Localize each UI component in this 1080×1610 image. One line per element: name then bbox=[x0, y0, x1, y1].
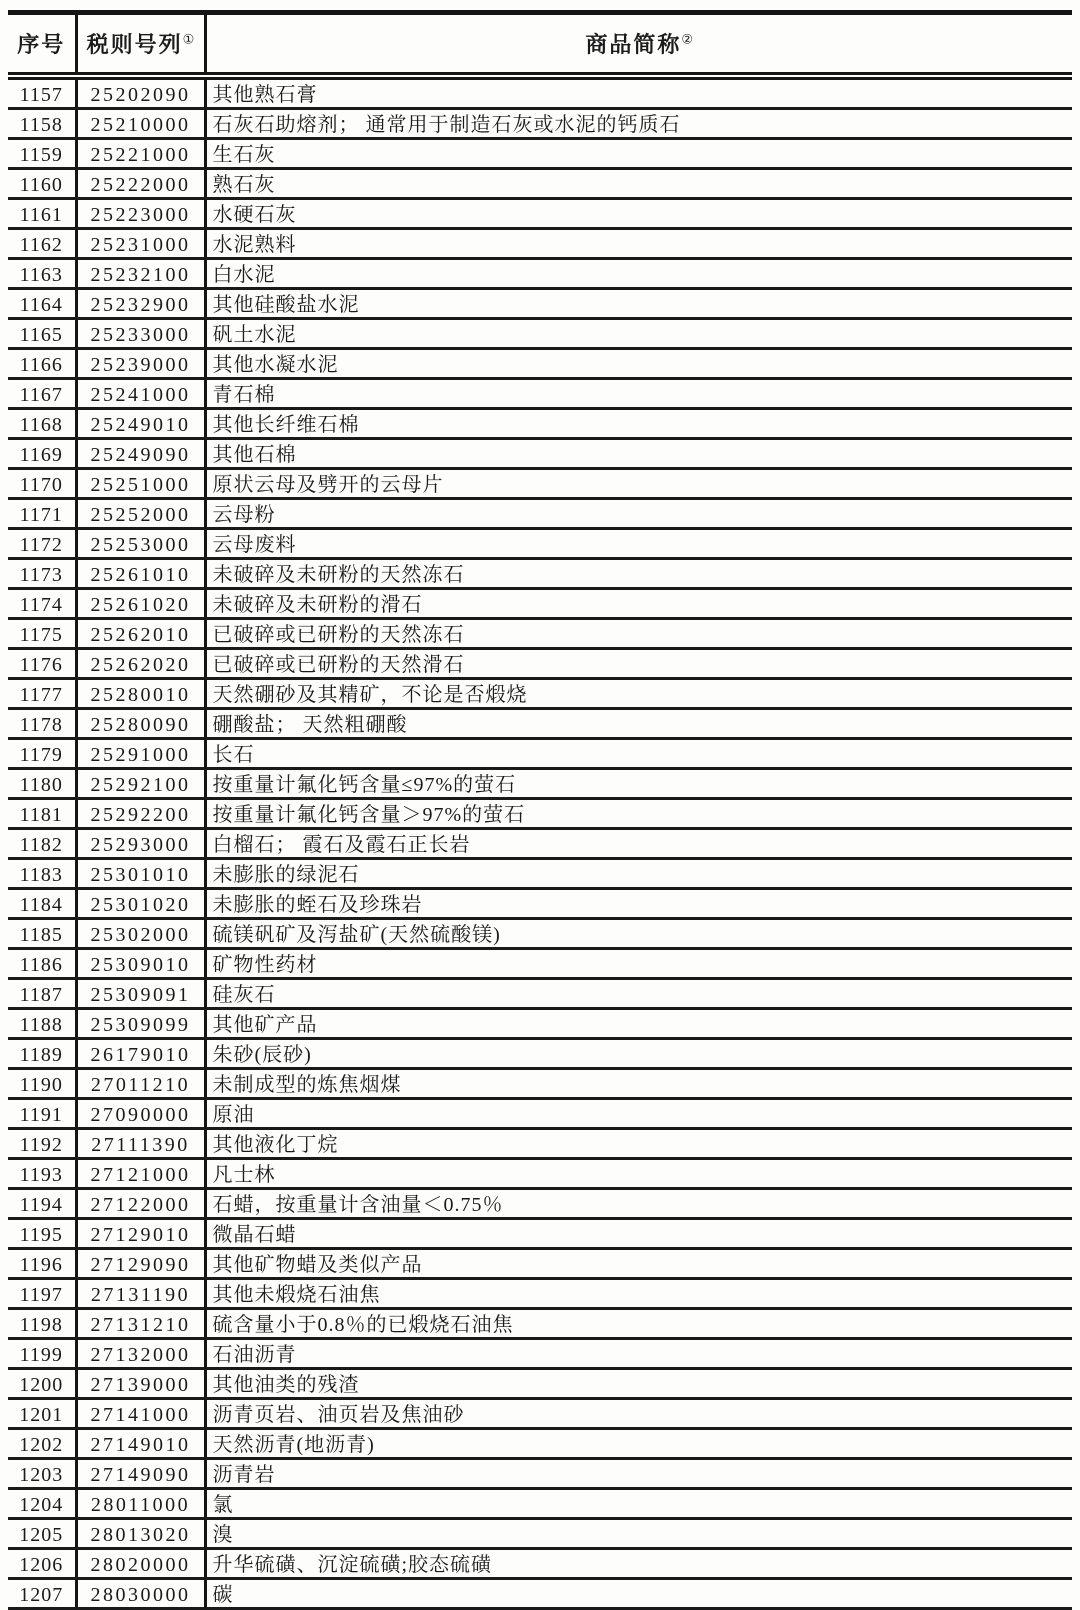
tariff-code-cell: 25309091 bbox=[76, 979, 205, 1009]
tariff-code-cell: 25202090 bbox=[76, 76, 205, 109]
table-header-row bbox=[8, 13, 1072, 77]
tariff-code-cell: 27141000 bbox=[76, 1399, 205, 1429]
tariff-code-cell: 27129010 bbox=[76, 1219, 205, 1249]
tariff-code-cell: 28013020 bbox=[76, 1519, 205, 1549]
product-name-cell: 按重量计氟化钙含量≤97%的萤石 bbox=[205, 769, 1072, 799]
serial-number-cell: 1178 bbox=[8, 709, 76, 739]
table-row bbox=[8, 469, 1072, 499]
table-row bbox=[8, 529, 1072, 559]
serial-number-cell: 1160 bbox=[8, 169, 76, 199]
serial-number-cell: 1183 bbox=[8, 859, 76, 889]
table-row bbox=[8, 199, 1072, 229]
serial-number-cell: 1170 bbox=[8, 469, 76, 499]
tariff-code-cell: 25309010 bbox=[76, 949, 205, 979]
table-row bbox=[8, 589, 1072, 619]
product-name-cell: 天然硼砂及其精矿，不论是否煅烧 bbox=[205, 679, 1072, 709]
tariff-code-cell: 25232900 bbox=[76, 289, 205, 319]
tariff-code-cell: 25253000 bbox=[76, 529, 205, 559]
tariff-code-cell: 28030000 bbox=[76, 1579, 205, 1609]
serial-number-cell: 1163 bbox=[8, 259, 76, 289]
product-name-cell: 未破碎及未研粉的天然冻石 bbox=[205, 559, 1072, 589]
column-header-tariff-code bbox=[76, 13, 205, 77]
product-name-cell: 氯 bbox=[205, 1489, 1072, 1519]
serial-number-cell: 1207 bbox=[8, 1579, 76, 1609]
serial-number-cell: 1198 bbox=[8, 1309, 76, 1339]
column-header-serial bbox=[8, 13, 76, 77]
serial-number-cell: 1187 bbox=[8, 979, 76, 1009]
product-name-cell: 凡士林 bbox=[205, 1159, 1072, 1189]
product-name-cell: 按重量计氟化钙含量＞97%的萤石 bbox=[205, 799, 1072, 829]
product-name-cell: 熟石灰 bbox=[205, 169, 1072, 199]
tariff-code-cell: 25249090 bbox=[76, 439, 205, 469]
product-name-cell: 硫镁矾矿及泻盐矿(天然硫酸镁) bbox=[205, 919, 1072, 949]
table-row bbox=[8, 1129, 1072, 1159]
product-name-cell: 云母粉 bbox=[205, 499, 1072, 529]
tariff-code-cell: 25301020 bbox=[76, 889, 205, 919]
tariff-code-cell: 25249010 bbox=[76, 409, 205, 439]
table-row bbox=[8, 109, 1072, 139]
tariff-code-cell: 25223000 bbox=[76, 199, 205, 229]
table-row bbox=[8, 349, 1072, 379]
table-row bbox=[8, 289, 1072, 319]
product-name-cell: 其他液化丁烷 bbox=[205, 1129, 1072, 1159]
table-row bbox=[8, 979, 1072, 1009]
serial-number-cell: 1179 bbox=[8, 739, 76, 769]
tariff-code-cell: 27149090 bbox=[76, 1459, 205, 1489]
tariff-code-cell: 28011000 bbox=[76, 1489, 205, 1519]
serial-number-cell: 1205 bbox=[8, 1519, 76, 1549]
product-name-cell: 其他矿物蜡及类似产品 bbox=[205, 1249, 1072, 1279]
product-name-cell: 溴 bbox=[205, 1519, 1072, 1549]
product-name-cell: 其他石棉 bbox=[205, 439, 1072, 469]
table-row bbox=[8, 1489, 1072, 1519]
product-name-cell: 石蜡，按重量计含油量＜0.75％ bbox=[205, 1189, 1072, 1219]
serial-number-cell: 1185 bbox=[8, 919, 76, 949]
table-row bbox=[8, 1099, 1072, 1129]
product-name-cell: 青石棉 bbox=[205, 379, 1072, 409]
serial-number-cell: 1158 bbox=[8, 109, 76, 139]
table-row bbox=[8, 139, 1072, 169]
table-row bbox=[8, 259, 1072, 289]
serial-number-cell: 1184 bbox=[8, 889, 76, 919]
serial-number-cell: 1191 bbox=[8, 1099, 76, 1129]
table-row bbox=[8, 319, 1072, 349]
serial-number-cell: 1197 bbox=[8, 1279, 76, 1309]
serial-number-cell: 1181 bbox=[8, 799, 76, 829]
product-name-cell: 原油 bbox=[205, 1099, 1072, 1129]
tariff-code-cell: 27011210 bbox=[76, 1069, 205, 1099]
table-row bbox=[8, 1159, 1072, 1189]
tariff-code-cell: 27090000 bbox=[76, 1099, 205, 1129]
product-name-cell: 碳 bbox=[205, 1579, 1072, 1609]
product-name-cell: 水泥熟料 bbox=[205, 229, 1072, 259]
column-header-serial-label: 序号 bbox=[17, 32, 66, 57]
tariff-code-cell: 27111390 bbox=[76, 1129, 205, 1159]
product-name-cell: 其他未煅烧石油焦 bbox=[205, 1279, 1072, 1309]
serial-number-cell: 1171 bbox=[8, 499, 76, 529]
tariff-code-cell: 25262010 bbox=[76, 619, 205, 649]
tariff-code-cell: 25222000 bbox=[76, 169, 205, 199]
product-name-cell: 长石 bbox=[205, 739, 1072, 769]
serial-number-cell: 1180 bbox=[8, 769, 76, 799]
tariff-code-cell: 25293000 bbox=[76, 829, 205, 859]
serial-number-cell: 1203 bbox=[8, 1459, 76, 1489]
table-row bbox=[8, 859, 1072, 889]
table-row bbox=[8, 1519, 1072, 1549]
table-row bbox=[8, 1009, 1072, 1039]
tariff-code-cell: 27132000 bbox=[76, 1339, 205, 1369]
table-row bbox=[8, 1399, 1072, 1429]
product-name-cell: 生石灰 bbox=[205, 139, 1072, 169]
product-name-cell: 水硬石灰 bbox=[205, 199, 1072, 229]
footnote-marker-2: ② bbox=[681, 31, 694, 47]
serial-number-cell: 1194 bbox=[8, 1189, 76, 1219]
table-row bbox=[8, 1219, 1072, 1249]
product-name-cell: 硫含量小于0.8％的已煅烧石油焦 bbox=[205, 1309, 1072, 1339]
table-row bbox=[8, 709, 1072, 739]
table-row bbox=[8, 799, 1072, 829]
tariff-code-cell: 25231000 bbox=[76, 229, 205, 259]
serial-number-cell: 1169 bbox=[8, 439, 76, 469]
product-name-cell: 其他油类的残渣 bbox=[205, 1369, 1072, 1399]
tariff-code-cell: 25292200 bbox=[76, 799, 205, 829]
table-row bbox=[8, 1309, 1072, 1339]
serial-number-cell: 1188 bbox=[8, 1009, 76, 1039]
table-row bbox=[8, 439, 1072, 469]
tariff-code-cell: 27149010 bbox=[76, 1429, 205, 1459]
serial-number-cell: 1172 bbox=[8, 529, 76, 559]
product-name-cell: 其他水凝水泥 bbox=[205, 349, 1072, 379]
tariff-code-cell: 27131210 bbox=[76, 1309, 205, 1339]
tariff-code-cell: 25280090 bbox=[76, 709, 205, 739]
tariff-code-cell: 25251000 bbox=[76, 469, 205, 499]
tariff-code-cell: 25232100 bbox=[76, 259, 205, 289]
serial-number-cell: 1182 bbox=[8, 829, 76, 859]
tariff-code-cell: 25252000 bbox=[76, 499, 205, 529]
table-row bbox=[8, 769, 1072, 799]
product-name-cell: 矾土水泥 bbox=[205, 319, 1072, 349]
serial-number-cell: 1159 bbox=[8, 139, 76, 169]
table-row bbox=[8, 1039, 1072, 1069]
tariff-code-cell: 25210000 bbox=[76, 109, 205, 139]
serial-number-cell: 1164 bbox=[8, 289, 76, 319]
tariff-code-cell: 25292100 bbox=[76, 769, 205, 799]
serial-number-cell: 1175 bbox=[8, 619, 76, 649]
tariff-code-cell: 28020000 bbox=[76, 1549, 205, 1579]
tariff-code-cell: 25302000 bbox=[76, 919, 205, 949]
product-name-cell: 白榴石； 霞石及霞石正长岩 bbox=[205, 829, 1072, 859]
serial-number-cell: 1193 bbox=[8, 1159, 76, 1189]
table-row bbox=[8, 679, 1072, 709]
table-row bbox=[8, 169, 1072, 199]
tariff-code-cell: 25280010 bbox=[76, 679, 205, 709]
column-header-tariff-code-label: 税则号列 bbox=[86, 32, 183, 57]
serial-number-cell: 1195 bbox=[8, 1219, 76, 1249]
product-name-cell: 其他矿产品 bbox=[205, 1009, 1072, 1039]
product-name-cell: 矿物性药材 bbox=[205, 949, 1072, 979]
product-name-cell: 其他长纤维石棉 bbox=[205, 409, 1072, 439]
tariff-table bbox=[8, 10, 1072, 1610]
serial-number-cell: 1189 bbox=[8, 1039, 76, 1069]
serial-number-cell: 1166 bbox=[8, 349, 76, 379]
tariff-code-cell: 25301010 bbox=[76, 859, 205, 889]
table-row bbox=[8, 949, 1072, 979]
product-name-cell: 云母废料 bbox=[205, 529, 1072, 559]
product-name-cell: 其他熟石膏 bbox=[205, 76, 1072, 109]
tariff-code-cell: 27129090 bbox=[76, 1249, 205, 1279]
product-name-cell: 已破碎或已研粉的天然滑石 bbox=[205, 649, 1072, 679]
table-row bbox=[8, 829, 1072, 859]
table-row bbox=[8, 499, 1072, 529]
serial-number-cell: 1200 bbox=[8, 1369, 76, 1399]
table-row bbox=[8, 1069, 1072, 1099]
product-name-cell: 未破碎及未研粉的滑石 bbox=[205, 589, 1072, 619]
tariff-code-cell: 25261020 bbox=[76, 589, 205, 619]
serial-number-cell: 1174 bbox=[8, 589, 76, 619]
table-row bbox=[8, 619, 1072, 649]
table-row bbox=[8, 739, 1072, 769]
product-name-cell: 硅灰石 bbox=[205, 979, 1072, 1009]
table-row bbox=[8, 409, 1072, 439]
tariff-code-cell: 26179010 bbox=[76, 1039, 205, 1069]
product-name-cell: 未膨胀的绿泥石 bbox=[205, 859, 1072, 889]
tariff-code-cell: 25291000 bbox=[76, 739, 205, 769]
table-row bbox=[8, 1189, 1072, 1219]
serial-number-cell: 1204 bbox=[8, 1489, 76, 1519]
tariff-code-cell: 27131190 bbox=[76, 1279, 205, 1309]
product-name-cell: 沥青页岩、油页岩及焦油砂 bbox=[205, 1399, 1072, 1429]
tariff-code-cell: 25221000 bbox=[76, 139, 205, 169]
tariff-code-cell: 25233000 bbox=[76, 319, 205, 349]
serial-number-cell: 1196 bbox=[8, 1249, 76, 1279]
table-row bbox=[8, 1249, 1072, 1279]
product-name-cell: 石灰石助熔剂； 通常用于制造石灰或水泥的钙质石 bbox=[205, 109, 1072, 139]
table-row bbox=[8, 1459, 1072, 1489]
serial-number-cell: 1168 bbox=[8, 409, 76, 439]
tariff-code-cell: 25239000 bbox=[76, 349, 205, 379]
tariff-code-cell: 25261010 bbox=[76, 559, 205, 589]
product-name-cell: 天然沥青(地沥青) bbox=[205, 1429, 1072, 1459]
table-row bbox=[8, 1279, 1072, 1309]
column-header-product-name-label: 商品简称 bbox=[585, 32, 682, 57]
serial-number-cell: 1199 bbox=[8, 1339, 76, 1369]
table-body bbox=[8, 76, 1072, 1609]
product-name-cell: 沥青岩 bbox=[205, 1459, 1072, 1489]
tariff-code-cell: 27121000 bbox=[76, 1159, 205, 1189]
serial-number-cell: 1206 bbox=[8, 1549, 76, 1579]
serial-number-cell: 1201 bbox=[8, 1399, 76, 1429]
table-row bbox=[8, 559, 1072, 589]
serial-number-cell: 1190 bbox=[8, 1069, 76, 1099]
serial-number-cell: 1177 bbox=[8, 679, 76, 709]
serial-number-cell: 1176 bbox=[8, 649, 76, 679]
table-row bbox=[8, 1579, 1072, 1609]
product-name-cell: 已破碎或已研粉的天然冻石 bbox=[205, 619, 1072, 649]
table-row bbox=[8, 1369, 1072, 1399]
serial-number-cell: 1157 bbox=[8, 76, 76, 109]
column-header-product-name bbox=[205, 13, 1072, 77]
serial-number-cell: 1173 bbox=[8, 559, 76, 589]
tariff-code-cell: 25241000 bbox=[76, 379, 205, 409]
table-row bbox=[8, 889, 1072, 919]
table-row bbox=[8, 76, 1072, 109]
table-row bbox=[8, 1429, 1072, 1459]
tariff-code-cell: 27139000 bbox=[76, 1369, 205, 1399]
tariff-code-cell: 27122000 bbox=[76, 1189, 205, 1219]
serial-number-cell: 1165 bbox=[8, 319, 76, 349]
serial-number-cell: 1161 bbox=[8, 199, 76, 229]
serial-number-cell: 1202 bbox=[8, 1429, 76, 1459]
product-name-cell: 硼酸盐； 天然粗硼酸 bbox=[205, 709, 1072, 739]
serial-number-cell: 1186 bbox=[8, 949, 76, 979]
product-name-cell: 未制成型的炼焦烟煤 bbox=[205, 1069, 1072, 1099]
product-name-cell: 升华硫磺、沉淀硫磺;胶态硫磺 bbox=[205, 1549, 1072, 1579]
product-name-cell: 微晶石蜡 bbox=[205, 1219, 1072, 1249]
product-name-cell: 原状云母及劈开的云母片 bbox=[205, 469, 1072, 499]
table-row bbox=[8, 229, 1072, 259]
serial-number-cell: 1162 bbox=[8, 229, 76, 259]
table-row bbox=[8, 919, 1072, 949]
table-row bbox=[8, 1549, 1072, 1579]
tariff-code-cell: 25309099 bbox=[76, 1009, 205, 1039]
table-row bbox=[8, 379, 1072, 409]
product-name-cell: 石油沥青 bbox=[205, 1339, 1072, 1369]
product-name-cell: 白水泥 bbox=[205, 259, 1072, 289]
product-name-cell: 朱砂(辰砂) bbox=[205, 1039, 1072, 1069]
footnote-marker-1: ① bbox=[182, 31, 195, 47]
table-row bbox=[8, 649, 1072, 679]
product-name-cell: 未膨胀的蛭石及珍珠岩 bbox=[205, 889, 1072, 919]
serial-number-cell: 1192 bbox=[8, 1129, 76, 1159]
table-row bbox=[8, 1339, 1072, 1369]
tariff-code-cell: 25262020 bbox=[76, 649, 205, 679]
product-name-cell: 其他硅酸盐水泥 bbox=[205, 289, 1072, 319]
serial-number-cell: 1167 bbox=[8, 379, 76, 409]
